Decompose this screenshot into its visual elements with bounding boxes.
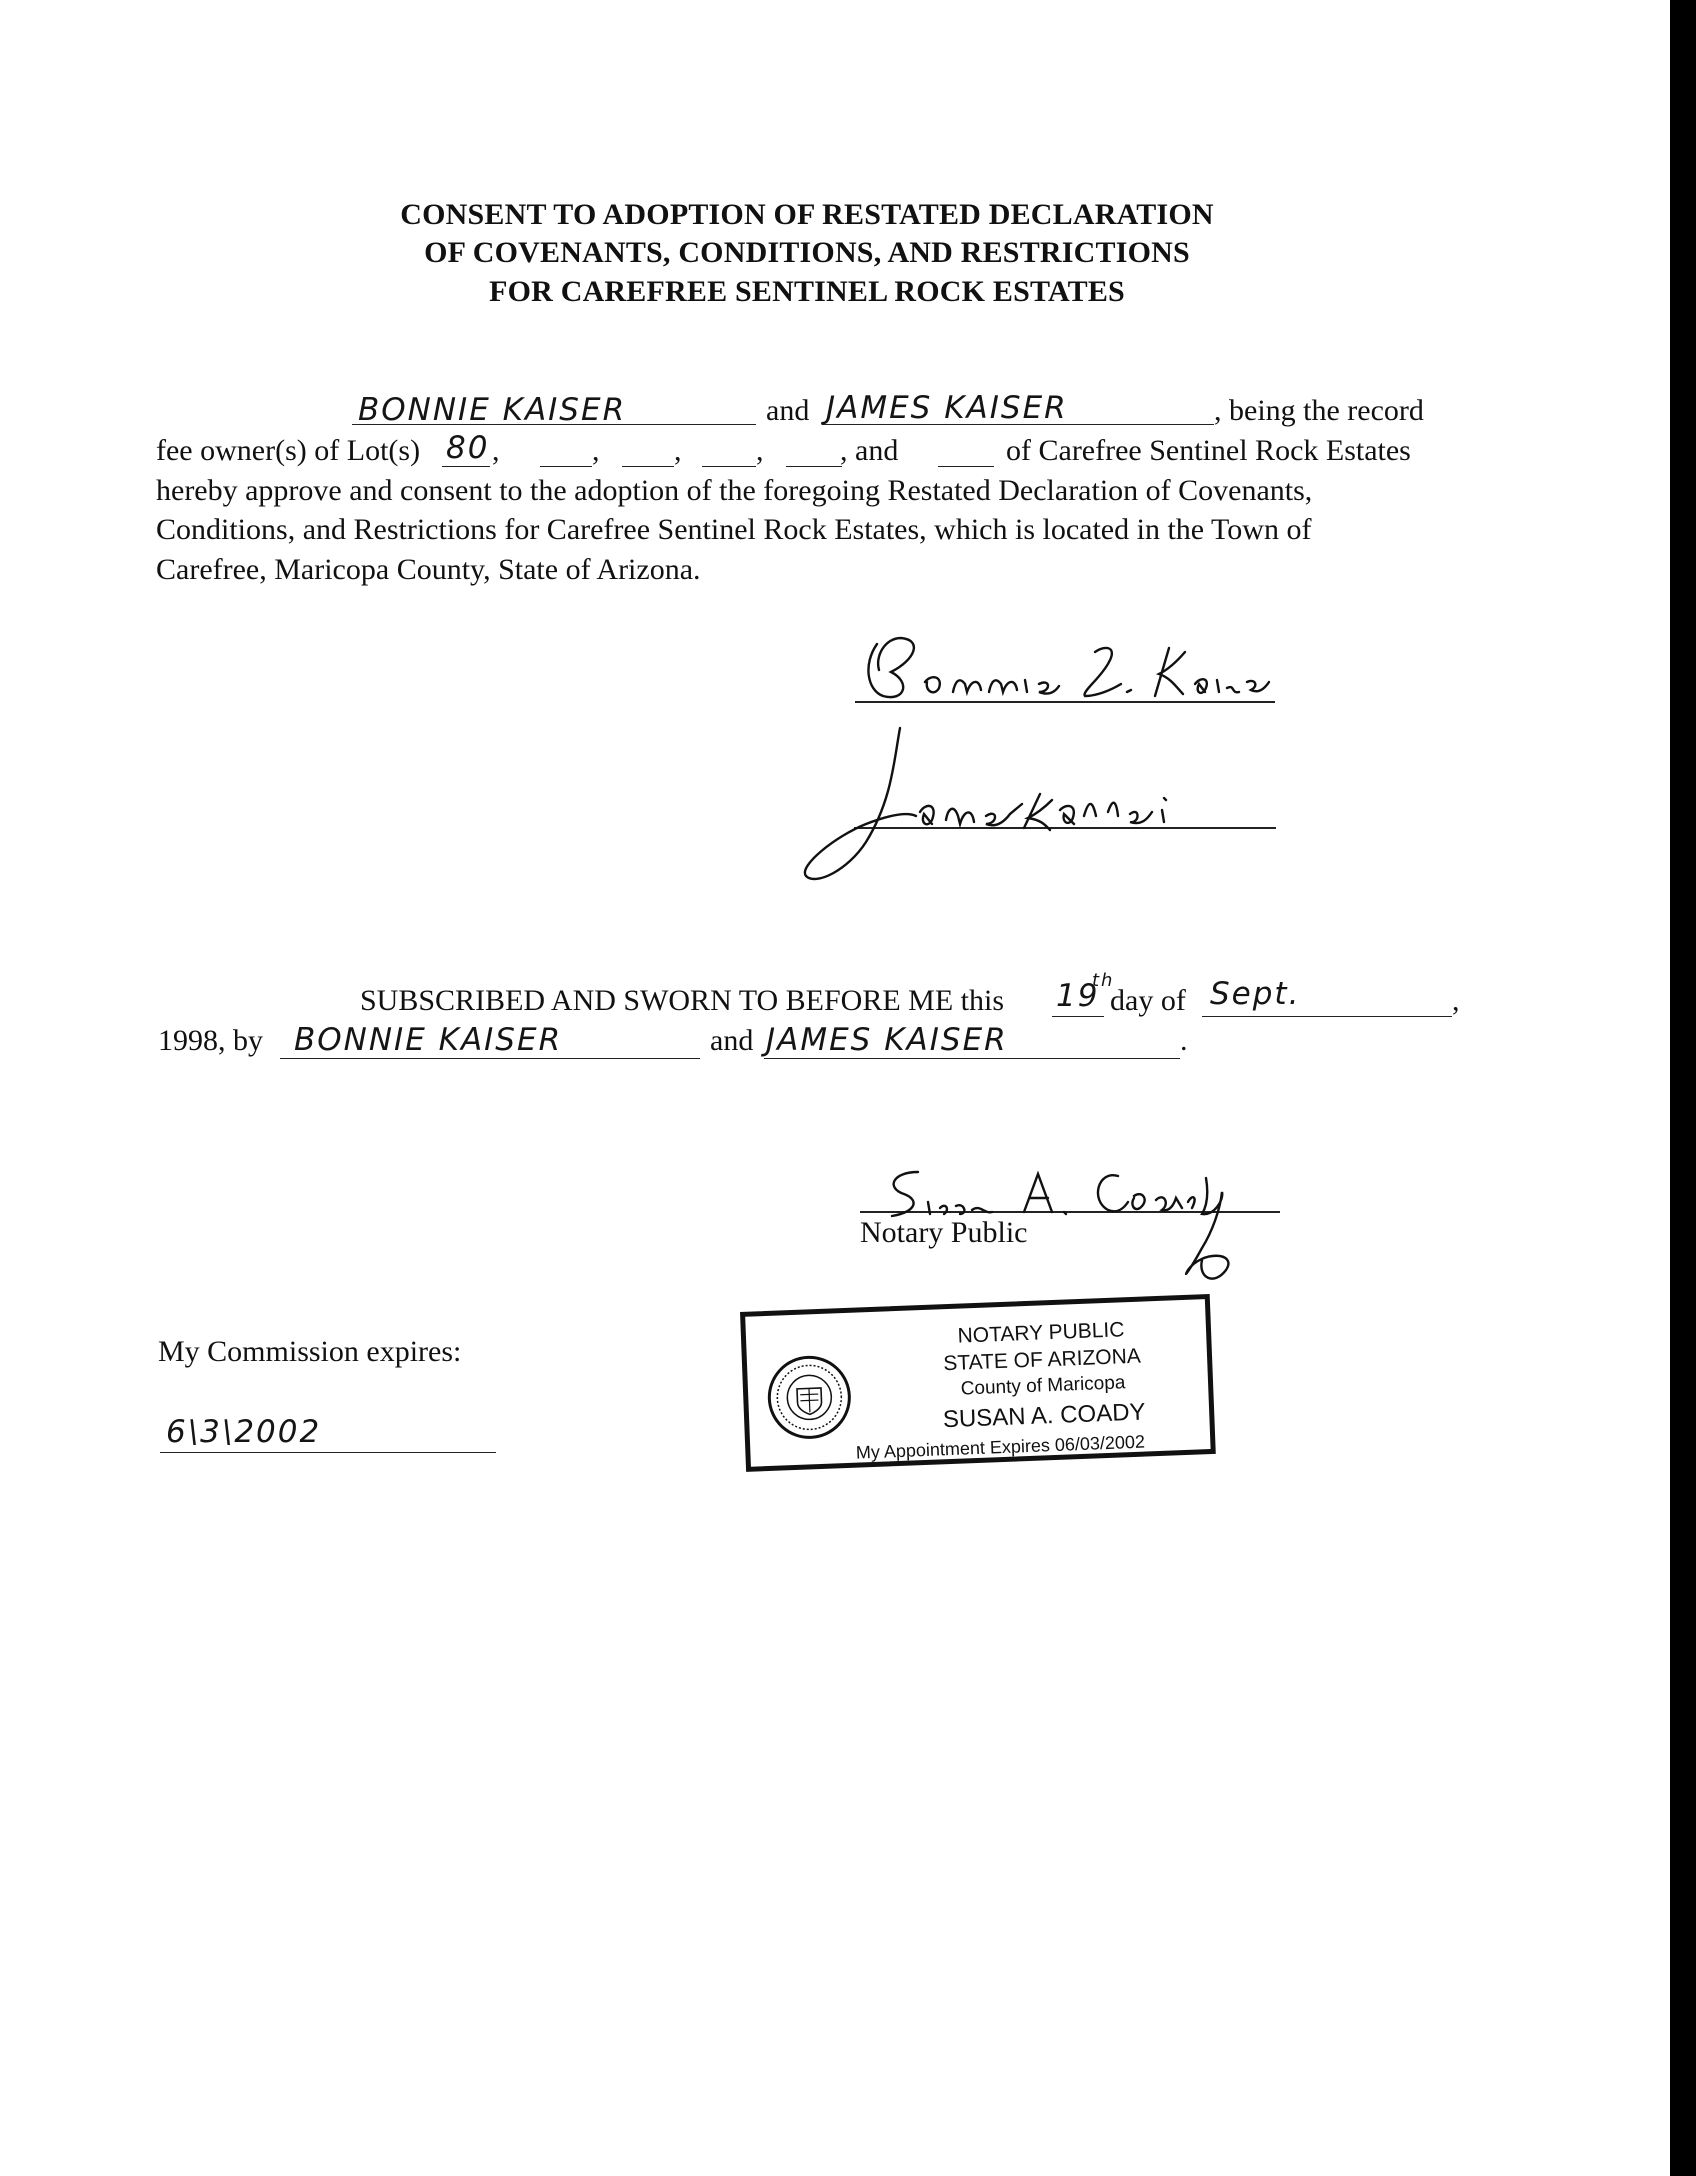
lot-comma-3: , [674, 434, 682, 467]
day-handwritten: 19 [1056, 978, 1100, 1014]
stamp-line-4: SUSAN A. COADY [942, 1398, 1147, 1434]
owner2-signature [796, 720, 1286, 890]
notary-stamp [740, 1294, 1216, 1472]
name-and-word: and [710, 1024, 754, 1057]
consent-line-5: Carefree, Maricopa County, State of Arizona. [156, 553, 701, 586]
and-word: and [766, 394, 810, 427]
stamp-line-1: NOTARY PUBLIC [957, 1318, 1125, 1348]
lot-blank-6 [938, 466, 994, 467]
lot-comma-4: , [756, 434, 764, 467]
stamp-line-2: STATE OF ARIZONA [942, 1344, 1142, 1376]
lot-comma-2: , [592, 434, 600, 467]
name2-handwritten: JAMES KAISER [766, 1022, 1008, 1058]
consent-line-3: hereby approve and consent to the adoption of the foregoing Restated Declaration of Covenants, [156, 474, 1313, 507]
month-handwritten: Sept. [1210, 976, 1301, 1012]
document-title-line-1: CONSENT TO ADOPTION OF RESTATED DECLARATION [400, 198, 1214, 231]
document-title-line-3: FOR CAREFREE SENTINEL ROCK ESTATES [489, 275, 1125, 308]
notary-public-label: Notary Public [860, 1216, 1028, 1249]
day-suffix-handwritten: th [1092, 970, 1115, 991]
stamp-line-5: My Appointment Expires 06/03/2002 [855, 1431, 1146, 1463]
sworn-text: SUBSCRIBED AND SWORN TO BEFORE ME this [360, 984, 1005, 1017]
state-seal-icon [765, 1353, 854, 1442]
lot-comma-1: , [492, 434, 500, 467]
month-blank [1202, 1016, 1452, 1017]
lot-blank-5 [786, 466, 842, 467]
lot-blank-4 [702, 466, 756, 467]
lots-and: , and [840, 434, 899, 467]
commission-date-blank [160, 1452, 496, 1453]
lot-handwritten: 80 [446, 430, 490, 466]
lot-blank-1 [442, 466, 490, 467]
document-title-line-2: OF COVENANTS, CONDITIONS, AND RESTRICTIONS [424, 236, 1190, 269]
lot-blank-2 [540, 466, 592, 467]
consent-line-4: Conditions, and Restrictions for Carefree Sentinel Rock Estates, which is located in the Town of [156, 513, 1312, 546]
year-by-text: 1998, by [158, 1024, 263, 1057]
name1-handwritten: BONNIE KAISER [294, 1022, 563, 1058]
day-blank [1052, 1016, 1104, 1017]
record-owner-text: , being the record [1214, 394, 1424, 427]
commission-expires-label: My Commission expires: [158, 1335, 462, 1368]
lots-suffix: of Carefree Sentinel Rock Estates [1006, 434, 1411, 467]
scan-edge [1670, 0, 1696, 2176]
lots-prefix: fee owner(s) of Lot(s) [156, 434, 421, 467]
names-period: . [1180, 1024, 1188, 1057]
owner2-handwritten: JAMES KAISER [826, 390, 1068, 426]
name2-blank [764, 1058, 1180, 1059]
stamp-line-3: County of Maricopa [960, 1372, 1126, 1400]
lot-blank-3 [622, 466, 674, 467]
owner1-handwritten: BONNIE KAISER [358, 392, 627, 428]
day-of-text: day of [1110, 984, 1186, 1017]
owner1-signature [855, 630, 1285, 710]
name1-blank [280, 1058, 700, 1059]
commission-date-handwritten: 6\3\2002 [166, 1414, 322, 1450]
month-comma: , [1452, 984, 1460, 1017]
